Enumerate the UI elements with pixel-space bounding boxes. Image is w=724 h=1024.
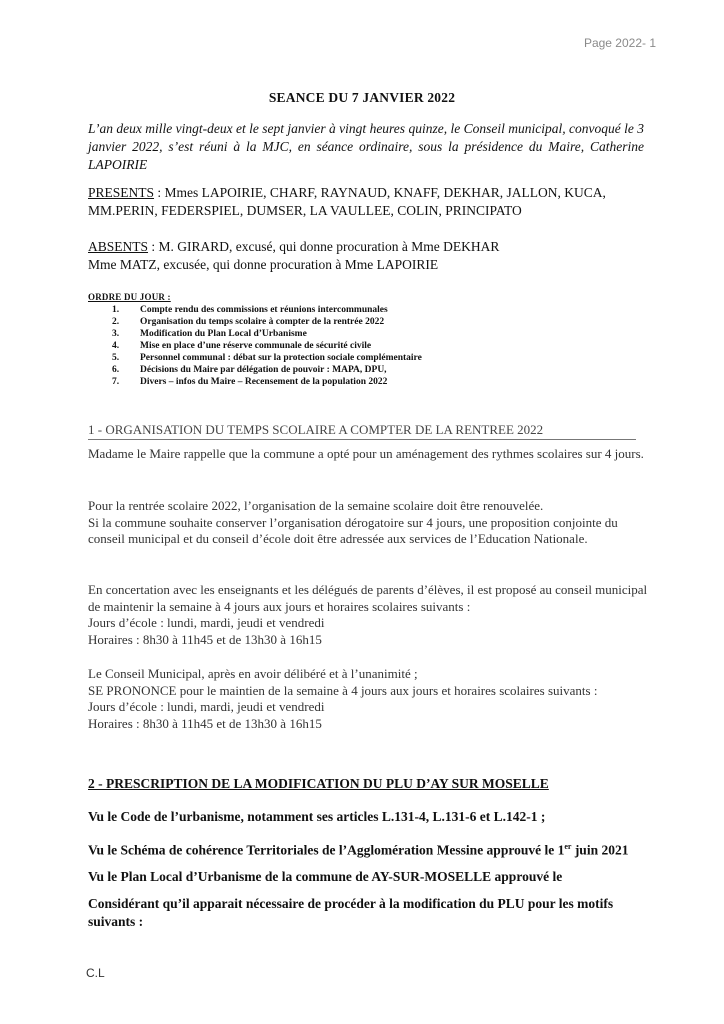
agenda-item: 3. Modification du Plan Local d’Urbanisme xyxy=(112,329,307,339)
absents-block xyxy=(88,238,648,274)
section-1-paragraph-2: Pour la rentrée scolaire 2022, l’organisation de la semaine scolaire doit être renouvelée. Si la commune souhaite conserver l’organisation dérogatoire sur 4 jours, une proposition conjointe du conseil municipal et du conseil d’école doit être adressée aux services de l’Education Nationale. xyxy=(88,498,618,546)
agenda-item: 4. Mise en place d’une réserve communale de sécurité civile xyxy=(112,341,372,351)
section-1-paragraph-1: Madame le Maire rappelle que la commune a opté pour un aménagement des rythmes scolaires sur 4 jours. xyxy=(88,446,644,461)
agenda-item: 5. Personnel communal : débat sur la protection sociale complémentaire xyxy=(112,353,422,363)
agenda-list xyxy=(88,304,568,388)
absents-line-2: Mme MATZ, excusée, qui donne procuration à Mme LAPOIRIE xyxy=(88,257,439,272)
footer-initials: C.L xyxy=(86,966,105,980)
presents-list: : Mmes LAPOIRIE, CHARF, RAYNAUD, KNAFF, DEKHAR, JALLON, KUCA, MM.PERIN, FEDERSPIEL, DUMSER, LA VAULLEE, COLIN, PRINCIPATO xyxy=(88,185,606,218)
presents-block xyxy=(88,184,648,220)
considerant-paragraph: Considérant qu’il apparait nécessaire de procéder à la modification du PLU pour les motifs suivants : xyxy=(88,896,614,929)
agenda-item: 7. Divers – infos du Maire – Recensement de la population 2022 xyxy=(112,377,388,387)
intro-paragraph: L’an deux mille vingt-deux et le sept janvier à vingt heures quinze, le Conseil municipal, convoqué le 3 janvier 2022, s’est réuni à la MJC, en séance ordinaire, sous la présidence du Maire, Catherine LAPOIRIE xyxy=(88,121,644,172)
section-1-paragraph-3: En concertation avec les enseignants et les délégués de parents d’élèves, il est proposé au conseil municipal de maintenir la semaine à 4 jours aux jours et horaires scolaires suivants : Jours d’école : lundi, mardi, jeudi et vendredi Horaires : 8h30 à 11h45 et de 13h30 à 16h15 xyxy=(88,582,648,647)
agenda-item: 6. Décisions du Maire par délégation de pouvoir : MAPA, DPU, xyxy=(112,365,387,375)
agenda-title: ORDRE DU JOUR : xyxy=(88,292,171,302)
vu-plu: Vu le Plan Local d’Urbanisme de la commune de AY-SUR-MOSELLE approuvé le xyxy=(88,869,563,884)
page-number: Page 2022- 1 xyxy=(583,36,656,50)
agenda-item: 1. Compte rendu des commissions et réunions intercommunales xyxy=(112,305,388,315)
page-title: SEANCE DU 7 JANVIER 2022 xyxy=(268,90,456,105)
absents-label: ABSENTS xyxy=(88,239,149,254)
agenda-item: 2. Organisation du temps scolaire à compter de la rentrée 2022 xyxy=(112,317,385,327)
presents-label: PRESENTS xyxy=(88,185,155,200)
absents-line-1: : M. GIRARD, excusé, qui donne procuration à Mme DEKHAR xyxy=(148,239,500,254)
vu-scot: Vu le Schéma de cohérence Territoriales de l’Agglomération Messine approuvé le 1er juin 2021 xyxy=(88,842,629,858)
vu-code-urbanisme: Vu le Code de l’urbanisme, notamment ses articles L.131-4, L.131-6 et L.142-1 ; xyxy=(88,809,546,824)
section-1-heading: 1 - ORGANISATION DU TEMPS SCOLAIRE A COMPTER DE LA RENTREE 2022 xyxy=(88,422,636,440)
section-2-heading: 2 - PRESCRIPTION DE LA MODIFICATION DU PLU D’AY SUR MOSELLE xyxy=(88,776,549,791)
section-1-paragraph-4: Le Conseil Municipal, après en avoir délibéré et à l’unanimité ; SE PRONONCE pour le maintien de la semaine à 4 jours aux jours et horaires scolaires suivants : Jours d’école : lundi, mardi, jeudi et vendredi Horaires : 8h30 à 11h45 et de 13h30 à 16h15 xyxy=(88,666,598,731)
